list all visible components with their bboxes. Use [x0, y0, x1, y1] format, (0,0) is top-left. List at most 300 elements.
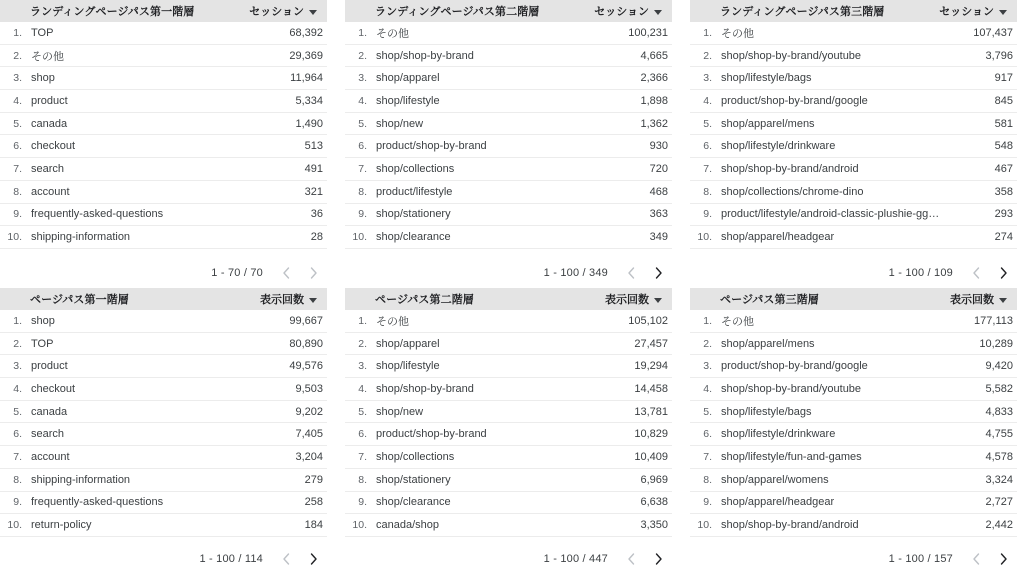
row-metric-value: 10,289	[979, 337, 1013, 350]
row-dimension[interactable]: shop/apparel	[376, 72, 440, 85]
row-index: 4.	[358, 94, 367, 107]
chevron-left-icon	[969, 551, 985, 567]
row-index: 7.	[358, 450, 367, 463]
row-metric-value: 10,409	[634, 450, 668, 463]
row-dimension[interactable]: shop/new	[376, 405, 424, 418]
row-metric-value: 3,204	[295, 450, 323, 463]
row-dimension[interactable]: canada/shop	[376, 519, 439, 532]
table-row	[690, 423, 1017, 446]
table-row	[345, 22, 672, 45]
table-card-landing-page-path-level-2	[345, 0, 682, 288]
row-dimension[interactable]: checkout	[31, 140, 76, 153]
row-metric-value: 100,231	[628, 26, 668, 39]
table-row	[0, 469, 327, 492]
pagination-next-button[interactable]	[646, 547, 670, 571]
table-header-row	[0, 0, 327, 22]
row-metric-value: 36	[310, 208, 323, 221]
row-index: 3.	[703, 72, 712, 85]
row-metric-value: 581	[994, 117, 1013, 130]
table-row	[345, 67, 672, 90]
table-row	[0, 355, 327, 378]
table-row	[345, 469, 672, 492]
dimension-column-header[interactable]: ページパス第三階層	[720, 294, 819, 306]
table-row	[345, 310, 672, 333]
row-metric-value: 4,665	[640, 49, 668, 62]
table-row	[690, 204, 1017, 227]
metric-column-header[interactable]	[605, 291, 672, 307]
pagination-prev-button[interactable]	[965, 547, 989, 571]
row-dimension[interactable]: product/shop-by-brand	[376, 428, 487, 441]
table-row	[345, 113, 672, 136]
row-index: 10.	[697, 231, 712, 244]
row-metric-value: 349	[649, 231, 668, 244]
row-metric-value: 321	[304, 185, 323, 198]
row-dimension[interactable]: shop/apparel/womens	[721, 473, 829, 486]
row-index: 10.	[7, 231, 22, 244]
row-metric-value: 468	[649, 185, 668, 198]
row-index: 1.	[358, 314, 367, 327]
table-row	[0, 67, 327, 90]
row-metric-value: 9,420	[985, 360, 1013, 373]
pagination-range: 1 - 70 / 70	[211, 267, 263, 279]
row-metric-value: 105,102	[628, 314, 668, 327]
row-metric-value: 930	[649, 140, 668, 153]
row-metric-value: 2,727	[985, 496, 1013, 509]
table-row	[0, 181, 327, 204]
pagination-next-button[interactable]	[301, 547, 325, 571]
table-row	[345, 333, 672, 356]
row-dimension[interactable]: shop/lifestyle	[376, 360, 440, 373]
table-row	[0, 45, 327, 68]
row-dimension[interactable]: shop/stationery	[376, 473, 451, 486]
row-metric-value: 279	[304, 473, 323, 486]
table-header-row	[690, 0, 1017, 22]
row-index: 10.	[697, 519, 712, 532]
row-dimension[interactable]: return-policy	[31, 519, 92, 532]
table-card-landing-page-path-level-3	[690, 0, 1024, 288]
row-index: 2.	[358, 337, 367, 350]
row-metric-value: 258	[304, 496, 323, 509]
pagination-range: 1 - 100 / 109	[888, 267, 953, 279]
table-row	[690, 333, 1017, 356]
table-row	[690, 135, 1017, 158]
table-row	[690, 181, 1017, 204]
table-body	[690, 22, 1017, 249]
table-row	[690, 45, 1017, 68]
table-body	[0, 310, 327, 537]
pagination-next-button[interactable]	[301, 261, 325, 285]
row-index: 5.	[703, 405, 712, 418]
table-row	[690, 310, 1017, 333]
row-dimension[interactable]: frequently-asked-questions	[31, 496, 164, 509]
row-index: 7.	[358, 162, 367, 175]
row-dimension[interactable]: その他	[31, 50, 64, 63]
pagination-prev-button[interactable]	[620, 547, 644, 571]
row-index: 8.	[358, 185, 367, 198]
row-dimension[interactable]: shop/shop-by-brand	[376, 49, 474, 62]
row-index: 6.	[13, 428, 22, 441]
row-index: 3.	[358, 360, 367, 373]
row-index: 2.	[13, 49, 22, 62]
row-index: 7.	[703, 162, 712, 175]
table-body	[345, 22, 672, 249]
row-index: 1.	[13, 314, 22, 327]
row-metric-value: 1,898	[640, 94, 668, 107]
row-index: 5.	[358, 405, 367, 418]
row-index: 4.	[13, 382, 22, 395]
row-index: 2.	[703, 49, 712, 62]
pagination-range: 1 - 100 / 157	[888, 553, 953, 565]
metric-column-header[interactable]	[939, 3, 1017, 19]
table-row	[345, 401, 672, 424]
row-metric-value: 184	[304, 519, 323, 532]
row-dimension[interactable]: shop/stationery	[376, 208, 451, 221]
dimension-column-header[interactable]: ランディングページパス第二階層	[375, 6, 540, 18]
table-row	[0, 158, 327, 181]
table-header-row	[345, 288, 672, 310]
chevron-left-icon	[279, 551, 295, 567]
table-row	[345, 226, 672, 249]
table-row	[345, 355, 672, 378]
row-dimension[interactable]: その他	[376, 27, 409, 40]
caret-down-icon	[999, 298, 1007, 303]
metric-column-label: セッション	[939, 6, 994, 18]
caret-down-icon	[309, 10, 317, 15]
chevron-left-icon	[969, 265, 985, 281]
table-header-row	[690, 288, 1017, 310]
caret-down-icon	[654, 298, 662, 303]
row-dimension[interactable]: shop/lifestyle	[376, 94, 440, 107]
table-row	[690, 469, 1017, 492]
row-dimension[interactable]: その他	[721, 315, 754, 328]
table-row	[345, 514, 672, 537]
metric-column-label: 表示回数	[260, 294, 304, 306]
pagination-range: 1 - 100 / 447	[543, 553, 608, 565]
row-index: 8.	[703, 473, 712, 486]
table-row	[690, 90, 1017, 113]
row-metric-value: 293	[994, 208, 1013, 221]
row-dimension[interactable]: shop/clearance	[376, 231, 451, 244]
row-metric-value: 513	[304, 140, 323, 153]
table-row	[0, 423, 327, 446]
row-dimension[interactable]: shop/lifestyle/fun-and-games	[721, 450, 862, 463]
table-body	[690, 310, 1017, 537]
chevron-right-icon	[650, 551, 666, 567]
row-index: 6.	[358, 428, 367, 441]
chevron-right-icon	[995, 551, 1011, 567]
row-metric-value: 6,969	[640, 473, 668, 486]
row-dimension[interactable]: shop/collections	[376, 450, 455, 463]
table-row	[0, 90, 327, 113]
row-dimension[interactable]: product	[31, 360, 68, 373]
row-index: 6.	[703, 428, 712, 441]
table-card-landing-page-path-level-1	[0, 0, 337, 288]
table-row	[345, 423, 672, 446]
caret-down-icon	[999, 10, 1007, 15]
table-body	[345, 310, 672, 537]
row-index: 7.	[13, 162, 22, 175]
table-row	[0, 135, 327, 158]
table-row	[690, 378, 1017, 401]
row-metric-value: 1,490	[295, 117, 323, 130]
row-index: 7.	[13, 450, 22, 463]
row-dimension[interactable]: product/shop-by-brand/google	[721, 360, 868, 373]
row-index: 6.	[703, 140, 712, 153]
row-dimension[interactable]: TOP	[31, 26, 54, 39]
row-metric-value: 845	[994, 94, 1013, 107]
row-metric-value: 29,369	[289, 49, 323, 62]
pagination-prev-button[interactable]	[275, 547, 299, 571]
table-row	[0, 226, 327, 249]
pagination-next-button[interactable]	[991, 547, 1015, 571]
row-metric-value: 4,833	[985, 405, 1013, 418]
table-row	[0, 310, 327, 333]
row-index: 9.	[13, 208, 22, 221]
row-dimension[interactable]: shop/lifestyle/bags	[721, 72, 812, 85]
table-body	[0, 22, 327, 249]
row-index: 2.	[13, 337, 22, 350]
row-index: 6.	[358, 140, 367, 153]
caret-down-icon	[654, 10, 662, 15]
row-dimension[interactable]: product/lifestyle/android-classic-plushie-gg…	[721, 208, 940, 221]
table-row	[0, 378, 327, 401]
row-metric-value: 7,405	[295, 428, 323, 441]
row-dimension[interactable]: shop	[31, 314, 55, 327]
pagination-bar	[690, 258, 1017, 288]
row-dimension[interactable]: product/shop-by-brand	[376, 140, 487, 153]
table-header-row	[0, 288, 327, 310]
dimension-column-header[interactable]: ページパス第一階層	[30, 294, 129, 306]
row-dimension[interactable]: shop/clearance	[376, 496, 451, 509]
row-dimension[interactable]: shop	[31, 72, 55, 85]
table-row	[0, 204, 327, 227]
row-index: 9.	[358, 208, 367, 221]
metric-column-label: セッション	[249, 6, 304, 18]
row-index: 5.	[703, 117, 712, 130]
row-dimension[interactable]: shop/apparel/mens	[721, 117, 815, 130]
table-row	[345, 204, 672, 227]
row-metric-value: 13,781	[634, 405, 668, 418]
row-metric-value: 720	[649, 162, 668, 175]
table-row	[345, 158, 672, 181]
row-dimension[interactable]: search	[31, 428, 65, 441]
row-dimension[interactable]: account	[31, 450, 70, 463]
table-header-row	[345, 0, 672, 22]
chevron-left-icon	[624, 551, 640, 567]
row-index: 8.	[13, 473, 22, 486]
row-metric-value: 5,582	[985, 382, 1013, 395]
pagination-prev-button[interactable]	[620, 261, 644, 285]
metric-column-label: セッション	[594, 6, 649, 18]
pagination-bar	[0, 544, 327, 574]
row-index: 9.	[703, 208, 712, 221]
row-index: 3.	[13, 360, 22, 373]
row-metric-value: 27,457	[634, 337, 668, 350]
dimension-column-header[interactable]: ランディングページパス第一階層	[30, 6, 195, 18]
row-dimension[interactable]: product	[31, 94, 68, 107]
table-row	[345, 90, 672, 113]
row-index: 4.	[703, 94, 712, 107]
pagination-bar	[0, 258, 327, 288]
row-metric-value: 107,437	[973, 26, 1013, 39]
metric-column-header[interactable]	[249, 3, 327, 19]
row-dimension[interactable]: frequently-asked-questions	[31, 208, 164, 221]
row-dimension[interactable]: shop/collections	[376, 162, 455, 175]
table-row	[345, 492, 672, 515]
table-row	[345, 378, 672, 401]
row-index: 5.	[13, 405, 22, 418]
row-dimension[interactable]: shop/shop-by-brand	[376, 382, 474, 395]
table-row	[690, 492, 1017, 515]
row-metric-value: 274	[994, 231, 1013, 244]
table-row	[690, 226, 1017, 249]
pagination-prev-button[interactable]	[965, 261, 989, 285]
row-metric-value: 10,829	[634, 428, 668, 441]
pagination-bar	[690, 544, 1017, 574]
table-row	[690, 514, 1017, 537]
row-metric-value: 4,578	[985, 450, 1013, 463]
row-dimension[interactable]: shipping-information	[31, 231, 131, 244]
row-dimension[interactable]: checkout	[31, 382, 76, 395]
row-dimension[interactable]: account	[31, 185, 70, 198]
pagination-next-button[interactable]	[646, 261, 670, 285]
table-row	[690, 446, 1017, 469]
dimension-column-header[interactable]: ランディングページパス第三階層	[720, 6, 885, 18]
row-metric-value: 467	[994, 162, 1013, 175]
row-dimension[interactable]: shop/apparel	[376, 337, 440, 350]
metric-column-header[interactable]	[950, 291, 1017, 307]
row-index: 1.	[13, 26, 22, 39]
row-index: 5.	[13, 117, 22, 130]
row-metric-value: 2,366	[640, 72, 668, 85]
row-metric-value: 1,362	[640, 117, 668, 130]
row-index: 2.	[358, 49, 367, 62]
row-index: 10.	[7, 519, 22, 532]
row-index: 1.	[703, 26, 712, 39]
row-dimension[interactable]: shop/collections/chrome-dino	[721, 185, 864, 198]
table-row	[345, 181, 672, 204]
row-index: 1.	[358, 26, 367, 39]
row-dimension[interactable]: shipping-information	[31, 473, 131, 486]
pagination-range: 1 - 100 / 114	[199, 553, 263, 565]
metric-column-label: 表示回数	[605, 294, 649, 306]
row-dimension[interactable]: その他	[721, 27, 754, 40]
row-index: 7.	[703, 450, 712, 463]
row-dimension[interactable]: shop/shop-by-brand/youtube	[721, 49, 862, 62]
row-metric-value: 917	[994, 72, 1013, 85]
pagination-prev-button[interactable]	[275, 261, 299, 285]
row-index: 3.	[13, 72, 22, 85]
row-index: 2.	[703, 337, 712, 350]
table-row	[0, 492, 327, 515]
row-dimension[interactable]: canada	[31, 117, 68, 130]
table-row	[0, 113, 327, 136]
row-dimension[interactable]: shop/shop-by-brand/youtube	[721, 382, 862, 395]
row-index: 8.	[703, 185, 712, 198]
pagination-next-button[interactable]	[991, 261, 1015, 285]
row-index: 9.	[358, 496, 367, 509]
table-row	[0, 401, 327, 424]
table-row	[690, 22, 1017, 45]
row-metric-value: 358	[994, 185, 1013, 198]
chevron-left-icon	[624, 265, 640, 281]
chevron-left-icon	[279, 265, 295, 281]
pagination-bar	[345, 544, 672, 574]
chevron-right-icon	[650, 265, 666, 281]
table-row	[0, 333, 327, 356]
row-metric-value: 14,458	[634, 382, 668, 395]
row-dimension[interactable]: shop/shop-by-brand/android	[721, 519, 859, 532]
dimension-column-header[interactable]: ページパス第二階層	[375, 294, 474, 306]
row-index: 4.	[13, 94, 22, 107]
table-row	[690, 355, 1017, 378]
row-index: 4.	[703, 382, 712, 395]
table-card-page-path-level-3	[690, 288, 1024, 574]
row-index: 8.	[13, 185, 22, 198]
metric-column-label: 表示回数	[950, 294, 994, 306]
row-dimension[interactable]: canada	[31, 405, 68, 418]
table-row	[345, 446, 672, 469]
row-metric-value: 3,324	[985, 473, 1013, 486]
row-metric-value: 491	[304, 162, 323, 175]
row-metric-value: 80,890	[289, 337, 323, 350]
row-dimension[interactable]: shop/lifestyle/drinkware	[721, 428, 836, 441]
row-metric-value: 9,503	[295, 382, 323, 395]
row-index: 1.	[703, 314, 712, 327]
row-dimension[interactable]: product/lifestyle	[376, 185, 453, 198]
table-row	[690, 401, 1017, 424]
row-dimension[interactable]: TOP	[31, 337, 54, 350]
table-row	[345, 45, 672, 68]
row-index: 3.	[358, 72, 367, 85]
row-metric-value: 99,667	[289, 314, 323, 327]
row-metric-value: 49,576	[289, 360, 323, 373]
caret-down-icon	[309, 298, 317, 303]
table-row	[0, 446, 327, 469]
chevron-right-icon	[305, 265, 321, 281]
pagination-bar	[345, 258, 672, 288]
row-dimension[interactable]: shop/new	[376, 117, 424, 130]
row-dimension[interactable]: その他	[376, 315, 409, 328]
row-dimension[interactable]: search	[31, 162, 65, 175]
metric-column-header[interactable]	[594, 3, 672, 19]
row-dimension[interactable]: shop/shop-by-brand/android	[721, 162, 859, 175]
row-index: 5.	[358, 117, 367, 130]
row-dimension[interactable]: shop/lifestyle/drinkware	[721, 140, 836, 153]
row-dimension[interactable]: shop/apparel/headgear	[721, 496, 835, 509]
row-index: 9.	[13, 496, 22, 509]
row-dimension[interactable]: shop/apparel/mens	[721, 337, 815, 350]
row-metric-value: 9,202	[295, 405, 323, 418]
row-metric-value: 4,755	[985, 428, 1013, 441]
row-dimension[interactable]: shop/lifestyle/bags	[721, 405, 812, 418]
row-metric-value: 548	[994, 140, 1013, 153]
table-card-page-path-level-1	[0, 288, 337, 574]
row-dimension[interactable]: product/shop-by-brand/google	[721, 94, 868, 107]
table-card-page-path-level-2	[345, 288, 682, 574]
table-row	[690, 113, 1017, 136]
table-row	[0, 514, 327, 537]
row-index: 4.	[358, 382, 367, 395]
row-metric-value: 3,796	[985, 49, 1013, 62]
row-index: 10.	[352, 519, 367, 532]
row-dimension[interactable]: shop/apparel/headgear	[721, 231, 835, 244]
metric-column-header[interactable]	[260, 291, 327, 307]
row-metric-value: 6,638	[640, 496, 668, 509]
row-metric-value: 2,442	[985, 519, 1013, 532]
row-index: 6.	[13, 140, 22, 153]
row-metric-value: 19,294	[634, 360, 668, 373]
